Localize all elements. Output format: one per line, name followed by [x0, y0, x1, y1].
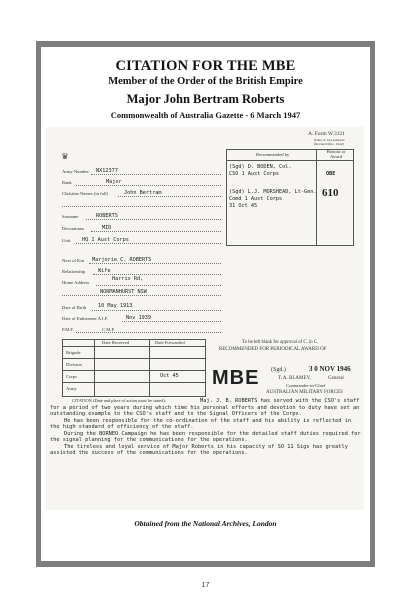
recommender-1-title: CSO 1 Aust Corps [229, 171, 279, 177]
dotted-line [89, 263, 221, 264]
row-divider [62, 382, 205, 383]
unit-label: Unit [62, 238, 71, 243]
sgd-label: (Sgd.) [271, 367, 286, 373]
relationship-value: Wife [98, 268, 111, 274]
honour-award-label: Honour or Award [326, 149, 346, 159]
citation-paragraph: The tireless and loyal service of Major Roberts in his capacity of SO 11 Sigs has greatly assisted the success of the communications for the operations. [50, 443, 348, 456]
dotted-line [93, 274, 221, 275]
recommender-2-name: (Sgd) L.J. MORSHEAD, Lt-Gen. [229, 189, 317, 195]
page-number: 17 [201, 582, 210, 589]
column-divider [149, 339, 150, 396]
dotted-line [62, 206, 221, 207]
column-divider [94, 339, 95, 396]
dotted-line [91, 231, 221, 232]
row-divider [62, 358, 205, 359]
recipient-name: Major John Bertram Roberts [126, 92, 285, 106]
citation-label: CITATION (Date and place of action must be stated): [72, 398, 167, 403]
dotted-line [76, 185, 221, 186]
recommender-2-title: Comd 1 Aust Corps [229, 196, 283, 202]
recommendation-number: 610 [322, 187, 339, 199]
row-divider [62, 346, 205, 347]
citation-document-scan [46, 127, 364, 510]
next-of-kin-value: Marjorie C. ROBERTS [92, 257, 152, 263]
home-address-line-1: Harris Rd, [112, 276, 144, 282]
row-divider [62, 370, 205, 371]
periodical-award-note: RECOMMENDED FOR PERIODICAL AWARD OF [219, 347, 327, 352]
christian-names-value: John Bertram [124, 190, 162, 196]
citation-paragraph: During the BORNEO Campaign he has been responsible for the detailed staff duties required for the signal planning for the communications for the operations. [50, 430, 361, 443]
row-army: Army [66, 386, 77, 391]
content-panel [41, 47, 370, 561]
citation-text [50, 398, 362, 457]
crest-icon: ♛ [62, 151, 69, 162]
dotted-line [96, 285, 221, 286]
row-division: Division [66, 362, 82, 367]
citation-paragraph: Maj. J. B. ROBERTS has served with the CSO's staff for a period of two years during which time his personal efforts and devotion to duty have set an outstanding example to the CSO's staff and to the Signal Officers of the Corps. [50, 398, 360, 417]
row-brigade: Brigade [66, 350, 81, 355]
recommendation-date: 31 Oct 45 [229, 203, 258, 209]
pmf-label: P.M.F. [62, 327, 74, 332]
unit-value: HQ 1 Aust Corps [82, 237, 129, 243]
dotted-line [86, 219, 221, 220]
routing-table [62, 339, 206, 397]
form-id: A. Form W.3121 [308, 131, 345, 137]
dotted-line [91, 174, 221, 175]
page-frame [36, 41, 375, 567]
relationship-label: Relationship [62, 269, 86, 274]
enlistment-label: Date of Enlistment A.I.F. [62, 316, 109, 321]
blank-note: To be left blank for approval of C. in C. [242, 340, 319, 345]
recommended-by-label: Recommended by [256, 152, 290, 157]
dob-label: Date of Birth [62, 305, 87, 310]
cmf-label: C.M.F. [102, 327, 115, 332]
dotted-line [92, 310, 221, 311]
recommended-award: OBE [326, 171, 336, 177]
column-divider [316, 149, 317, 245]
form-note: (Date of 1st) Adopted (Revised Mar., 1942) [314, 138, 345, 146]
next-of-kin-label: Next of Kin [62, 258, 84, 263]
cinc-title: Commander-in-Chief [286, 383, 326, 388]
christian-names-label: Christian Names (in full) [62, 191, 109, 196]
dob-value: 10 May 1913 [98, 303, 133, 309]
blamey-name: T. A. BLAMEY, [278, 376, 311, 381]
decorations-label: Decorations [62, 226, 85, 231]
dotted-line [62, 295, 221, 296]
amf-title: AUSTRALIAN MILITARY FORCES [266, 390, 343, 395]
source-note: Obtained from the National Archives, London [134, 519, 277, 528]
home-address-line-2: NORMANHURST NSW [100, 289, 147, 295]
surname-value: ROBERTS [96, 213, 118, 219]
approval-date: 3 0 NOV 1946 [309, 365, 351, 373]
dotted-line [76, 332, 221, 333]
row-divider [226, 160, 353, 161]
enlistment-value: Nov 1939 [126, 315, 151, 321]
dotted-line [118, 196, 221, 197]
general-rank: General [328, 376, 344, 381]
recommender-1-name: (Sgd) D. BODEN, Col. [229, 164, 292, 170]
page-title: CITATION FOR THE MBE [115, 58, 296, 74]
rank-label: Rank [62, 180, 72, 185]
gazette-reference: Commonwealth of Australia Gazette - 6 March 1947 [110, 110, 301, 120]
row-corps: Corps [66, 374, 77, 379]
date-received-header: Date Received [102, 340, 129, 345]
corps-forwarded-date: Oct 45 [160, 373, 179, 379]
citation-paragraph: He has been responsible for the co-ordination of the staff and his ability is reflected in the high standard of efficiency of the staff. [50, 417, 352, 430]
surname-label: Surname [62, 214, 79, 219]
dotted-line [122, 321, 221, 322]
award-stamp: MBE [212, 367, 260, 389]
page-subtitle: Member of the Order of the British Empire [108, 76, 303, 87]
army-number-label: Army Number [62, 169, 89, 174]
dotted-line [76, 243, 221, 244]
home-address-label: Home Address [62, 280, 90, 285]
army-number-value: NX12377 [96, 168, 118, 174]
decorations-value: MID [102, 225, 112, 231]
rank-value: Major [106, 179, 122, 185]
date-forwarded-header: Date Forwarded [155, 340, 185, 345]
